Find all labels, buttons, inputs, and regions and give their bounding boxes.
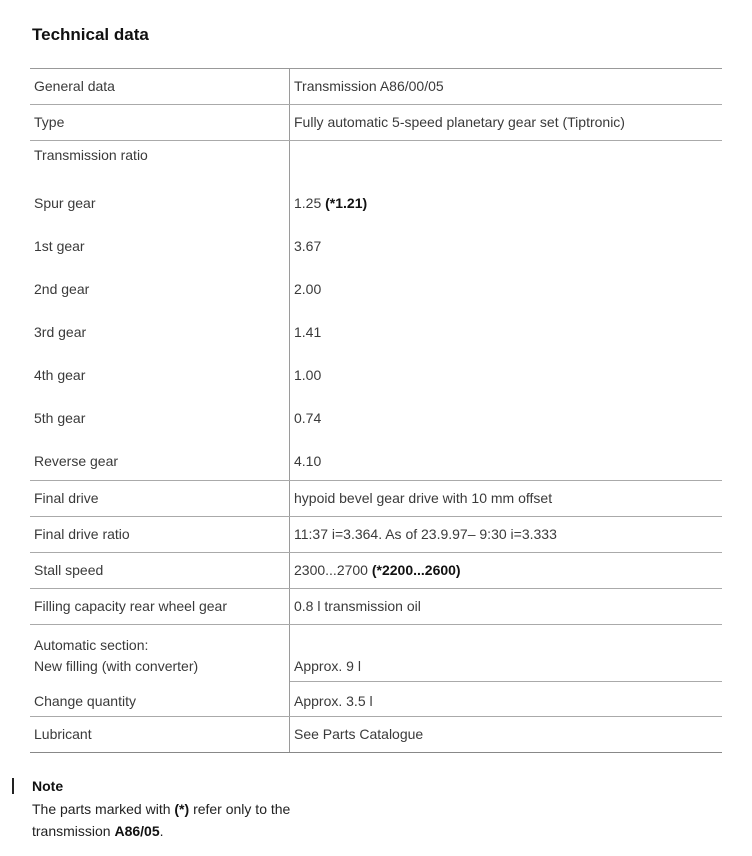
table-row [30, 481, 722, 517]
row-value: 2.00 [294, 281, 322, 297]
note-bold-part: A86/05 [114, 823, 160, 839]
note-text-part: The parts marked with [32, 801, 171, 817]
row-label: Transmission ratio [30, 141, 290, 179]
note-margin-bar [12, 778, 14, 794]
row-value: Fully automatic 5-speed planetary gear set (Tiptronic) [294, 114, 625, 130]
value-bold-text: (*1.21) [325, 195, 368, 211]
row-label: Stall speed [30, 553, 290, 588]
note-text-part: transmission [32, 823, 111, 839]
row-value [290, 553, 722, 588]
row-label: Filling capacity rear wheel gear [30, 589, 290, 624]
note-text-part: . [159, 823, 164, 839]
value-text: 2300...2700 [294, 562, 368, 578]
table-row [30, 717, 722, 753]
note-title: Note [32, 778, 64, 794]
table-row [30, 553, 722, 589]
row-divider [290, 681, 722, 682]
table-row [30, 69, 722, 105]
table-row [30, 105, 722, 141]
row-label: 2nd gear [30, 265, 290, 308]
value-bold-text: (*2200...2600) [371, 562, 461, 578]
table-row [30, 308, 722, 351]
note-bold-part: (*) [174, 801, 190, 817]
row-label: Final drive ratio [30, 517, 290, 552]
row-value: See Parts Catalogue [294, 726, 424, 742]
table-row [30, 141, 722, 179]
row-value [290, 179, 722, 222]
table-row [30, 394, 722, 437]
row-label-line: Change quantity [34, 693, 136, 709]
table-row [30, 517, 722, 553]
value-text: Approx. 3.5 l [294, 693, 373, 709]
row-label [30, 625, 290, 716]
row-value: hypoid bevel gear drive with 10 mm offset [294, 490, 553, 506]
row-value [290, 141, 722, 179]
table-row [30, 437, 722, 481]
row-value: 11:37 i=3.364. As of 23.9.97– 9:30 i=3.333 [294, 526, 557, 542]
row-label-line: New filling (with converter) [34, 658, 199, 674]
table-row [30, 222, 722, 265]
value-text: 1.25 [294, 195, 322, 211]
row-value: 0.8 l transmission oil [294, 598, 421, 614]
technical-data-table [30, 68, 722, 753]
row-label: 1st gear [30, 222, 290, 265]
row-label: 4th gear [30, 351, 290, 394]
row-label: Spur gear [30, 179, 290, 222]
table-row [30, 179, 722, 222]
row-label: Reverse gear [30, 437, 290, 480]
row-value: 1.00 [294, 367, 322, 383]
row-label-line: Automatic section: [34, 637, 149, 653]
note-text [32, 798, 290, 842]
value-text: Approx. 9 l [294, 658, 361, 674]
table-row [30, 351, 722, 394]
row-value: 4.10 [294, 453, 322, 469]
table-row [30, 625, 722, 717]
row-label: 5th gear [30, 394, 290, 437]
row-value [290, 625, 722, 716]
row-label: Final drive [30, 481, 290, 516]
row-label: Type [30, 105, 290, 140]
row-label: General data [30, 69, 290, 104]
row-label: Lubricant [30, 717, 290, 752]
row-value: 1.41 [294, 324, 322, 340]
note-text-part: refer only to the [193, 801, 291, 817]
row-value: Transmission A86/00/05 [294, 78, 444, 94]
page-title: Technical data [32, 25, 149, 44]
row-value: 3.67 [294, 238, 322, 254]
table-row [30, 265, 722, 308]
table-row [30, 589, 722, 625]
row-label: 3rd gear [30, 308, 290, 351]
row-value: 0.74 [294, 410, 322, 426]
